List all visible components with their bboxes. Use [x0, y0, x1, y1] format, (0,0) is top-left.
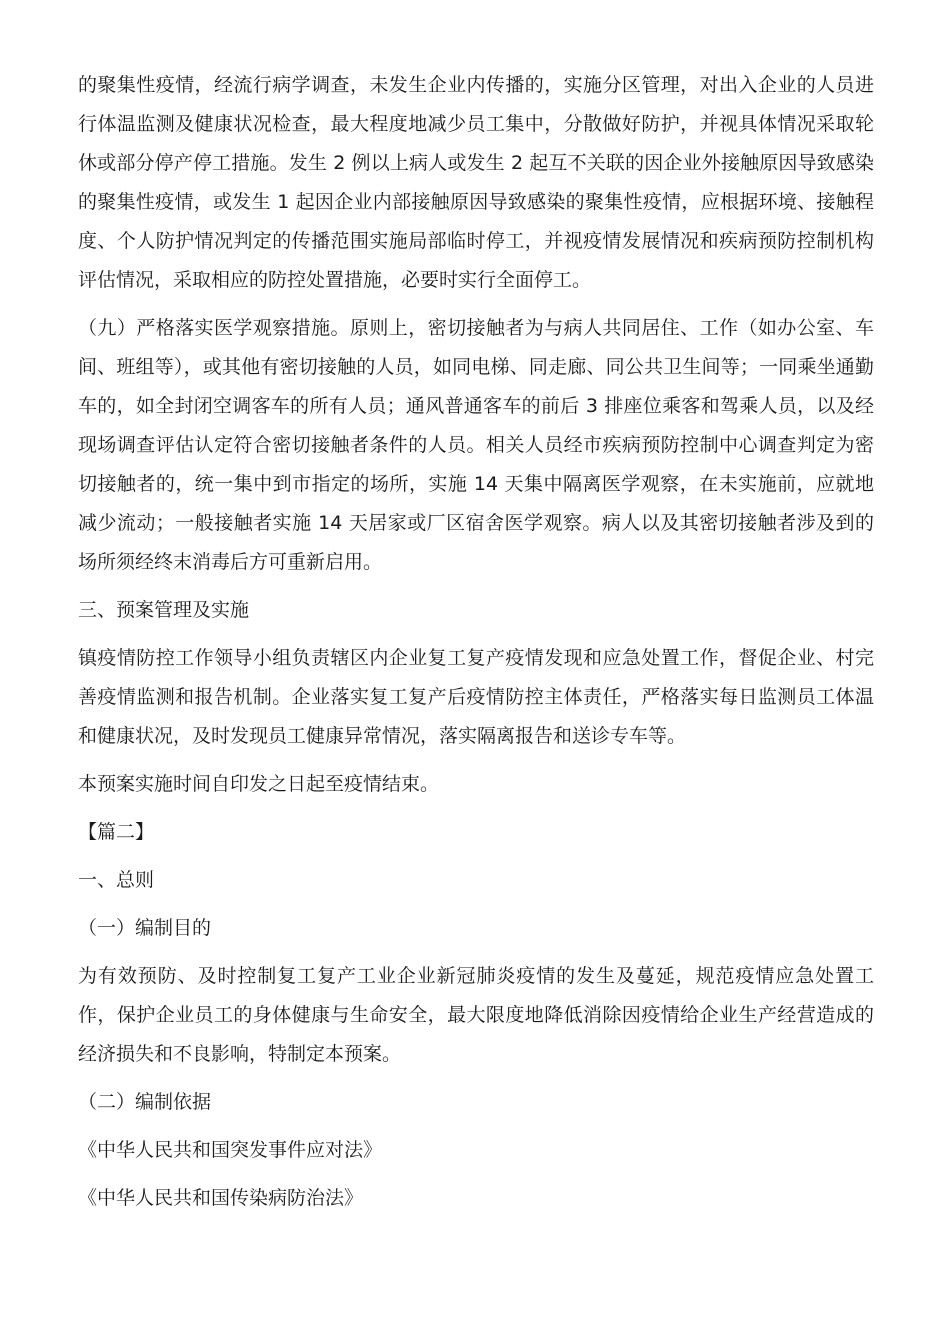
- section-heading-plan-management: 三、预案管理及实施: [78, 599, 250, 621]
- section-heading-general: 一、总则: [78, 869, 155, 891]
- paragraph-cluster-response: 的聚集性疫情，经流行病学调查，未发生企业内传播的，实施分区管理，对出入企业的人员进行体温监测及健康状况检查，最大程度地减少员工集中，分散做好防护，并视具体情况采取轮休或部分停产停工措施。发生 2 例以上病人或发生 2 起互不关联的因企业外接触原因导致感染的聚集性疫情，或发生 1 起因企业内部接触原因导致感染的聚集性疫情，应根据环境、接触程度、个人防护情况判定的传播范围实施局部临时停工，并视疫情发展情况和疾病预防控制机构评估情况，采取相应的防控处置措施，必要时实行全面停工。: [78, 74, 874, 291]
- paragraph-town-responsibility: 镇疫情防控工作领导小组负责辖区内企业复工复产疫情发现和应急处置工作，督促企业、村完善疫情监测和报告机制。企业落实复工复产后疫情防控主体责任，严格落实每日监测员工体温和健康状况，及时发现员工健康异常情况，落实隔离报告和送诊专车等。: [78, 647, 874, 747]
- subheading-basis: （二）编制依据: [78, 1091, 212, 1113]
- paragraph-effective-period: 本预案实施时间自印发之日起至疫情结束。: [78, 773, 440, 795]
- document-body: [78, 66, 874, 1227]
- paragraph-purpose: 为有效预防、及时控制复工复产工业企业新冠肺炎疫情的发生及蔓延，规范疫情应急处置工作，保护企业员工的身体健康与生命安全，最大限度地降低消除因疫情给企业生产经营造成的经济损失和不良影响，特制定本预案。: [78, 965, 874, 1065]
- paragraph-medical-observation: （九）严格落实医学观察措施。原则上，密切接触者为与病人共同居住、工作（如办公室、车间、班组等），或其他有密切接触的人员，如同电梯、同走廊、同公共卫生间等；一同乘坐通勤车的，如全封闭空调客车的所有人员；通风普通客车的前后 3 排座位乘客和驾乘人员，以及经现场调查评估认定符合密切接触者条件的人员。相关人员经市疾病预防控制中心调查判定为密切接触者的，统一集中到市指定的场所，实施 14 天集中隔离医学观察，在未实施前，应就地减少流动；一般接触者实施 14 天居家或厂区宿舍医学观察。病人以及其密切接触者涉及到的场所须经终末消毒后方可重新启用。: [78, 317, 874, 573]
- subheading-purpose: （一）编制目的: [78, 917, 212, 939]
- law-emergency-response: 《中华人民共和国突发事件应对法》: [78, 1139, 383, 1161]
- law-infectious-disease: 《中华人民共和国传染病防治法》: [78, 1187, 364, 1209]
- part-two-heading: 【篇二】: [78, 821, 155, 843]
